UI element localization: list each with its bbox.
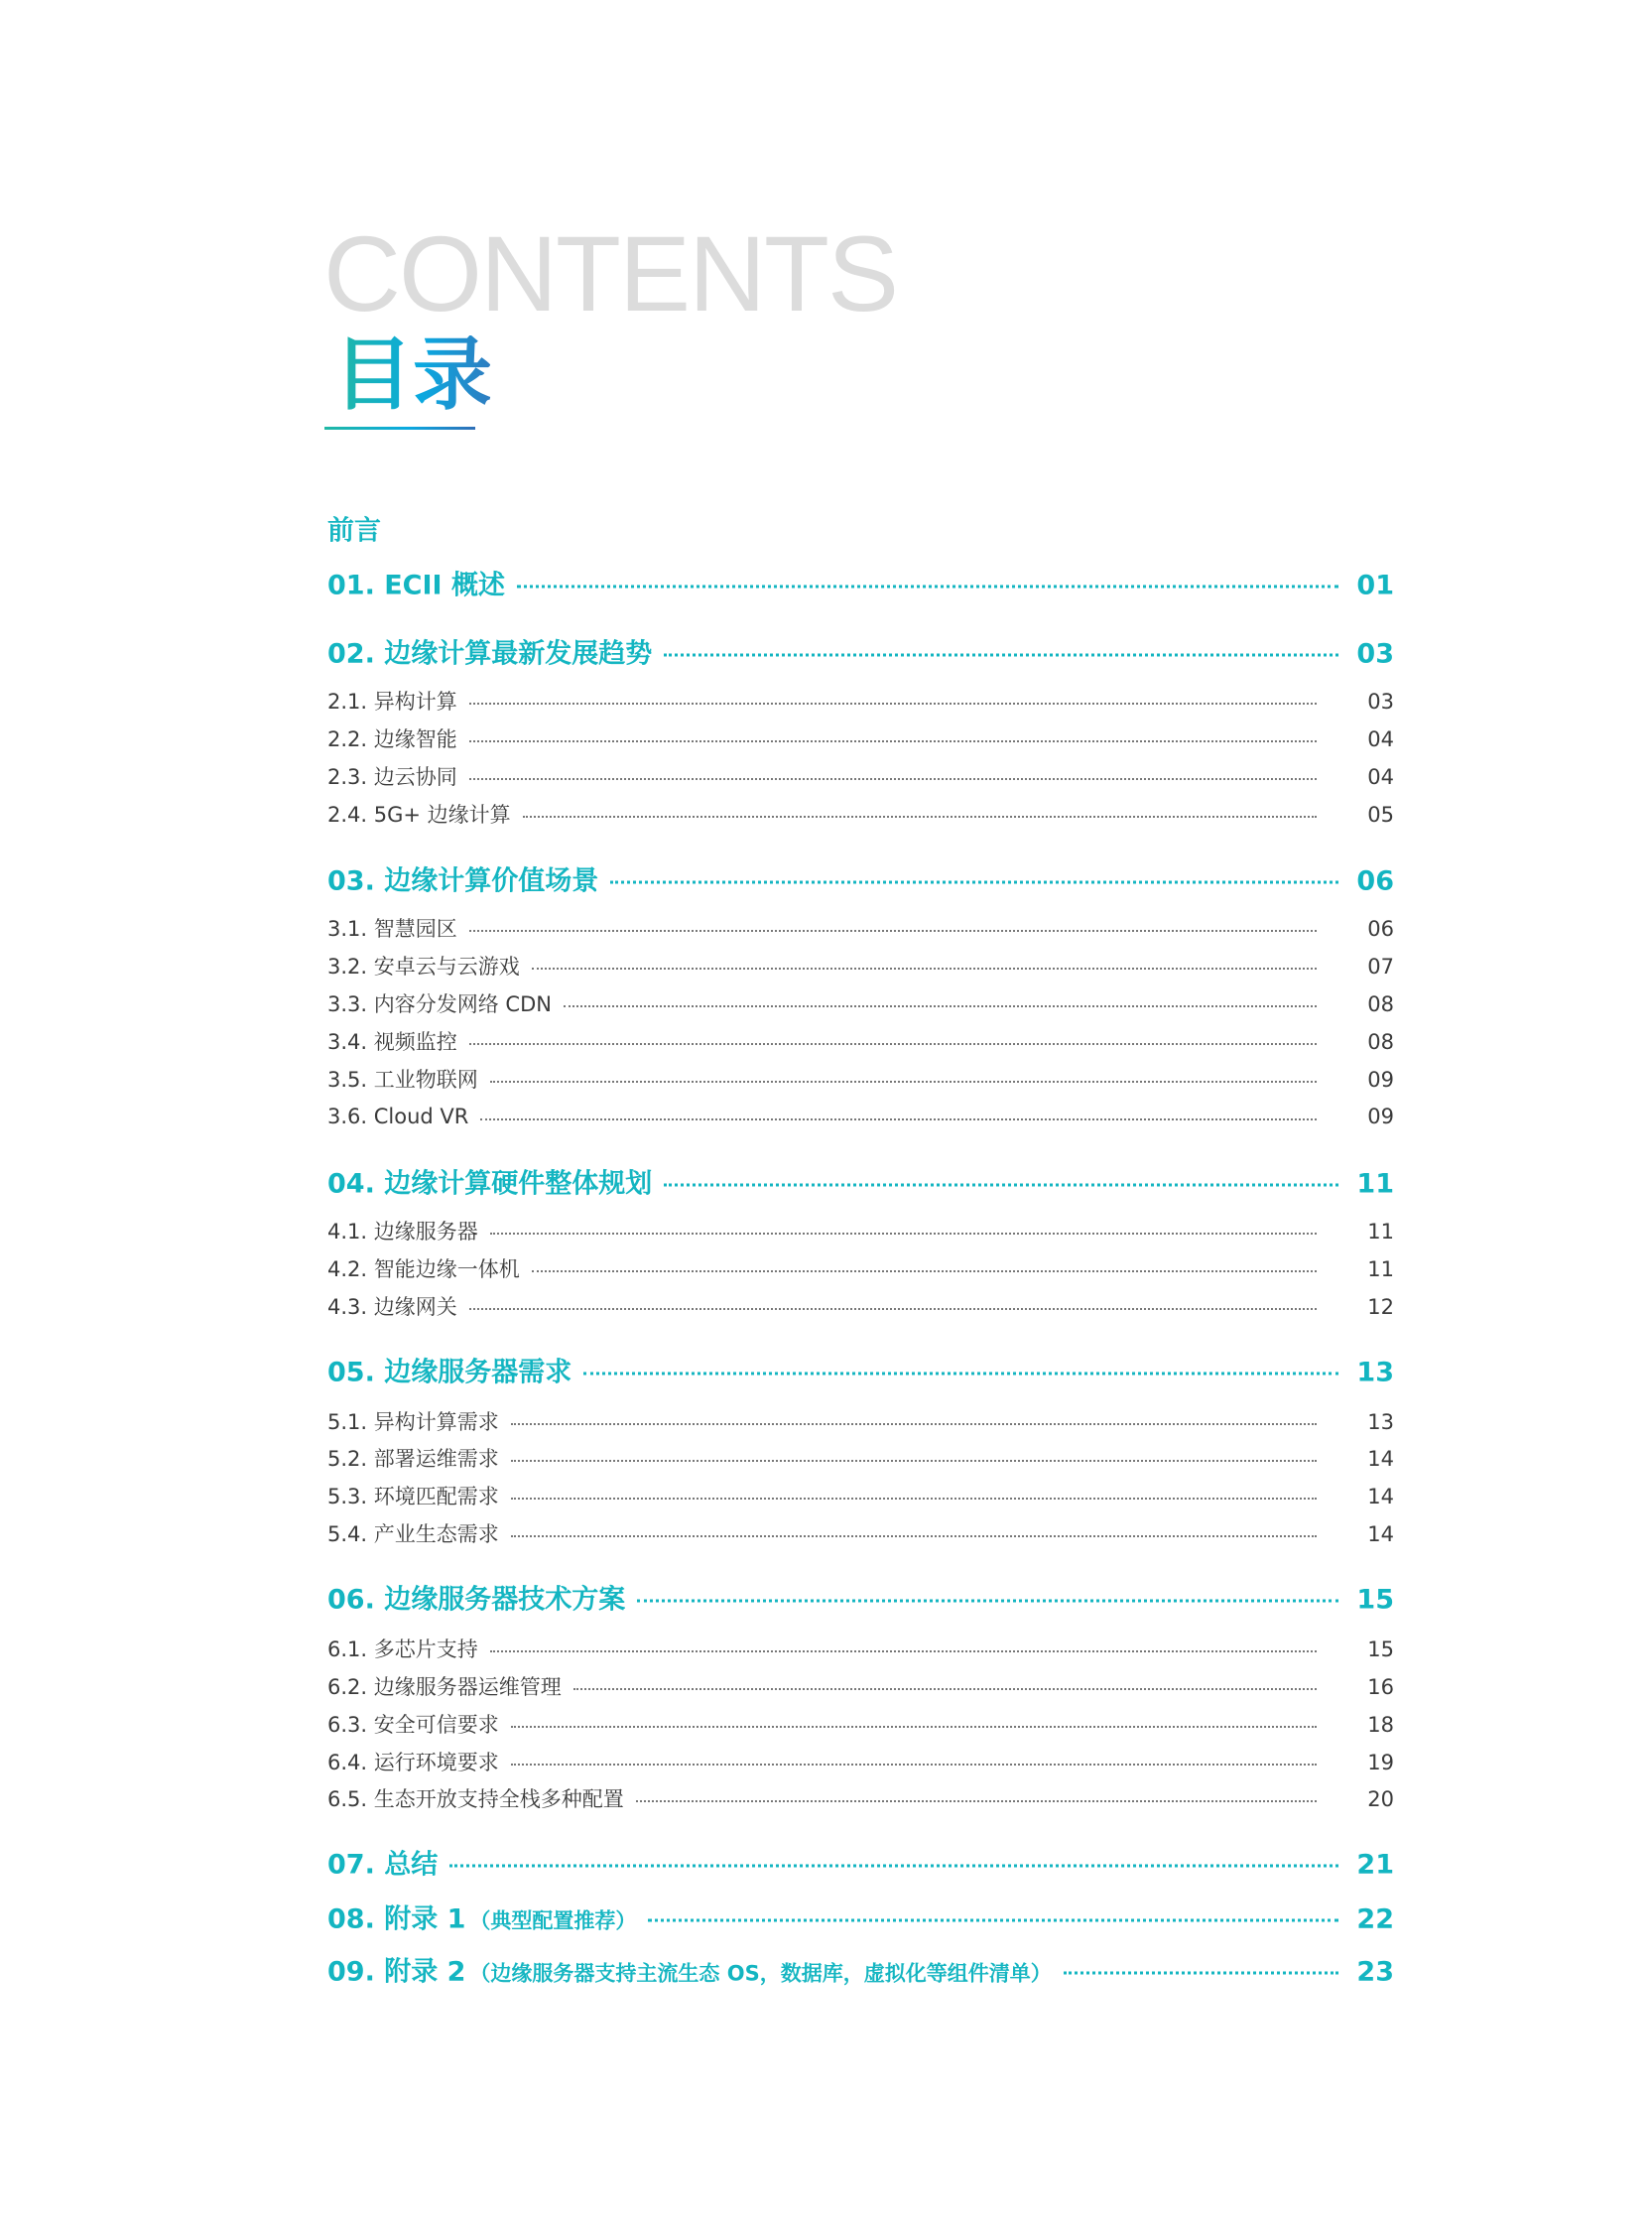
entry-label: 04. 边缘计算硬件整体规划 — [327, 1168, 653, 1200]
page-number: 07 — [1367, 955, 1394, 979]
dot-leader — [480, 1118, 1317, 1120]
entry-note: （典型配置推荐） — [469, 1908, 637, 1933]
page-number: 06 — [1356, 865, 1394, 897]
toc-section-entry[interactable] — [327, 632, 1394, 671]
page-number: 13 — [1367, 1410, 1394, 1434]
page-number: 09 — [1367, 1068, 1394, 1092]
toc-section-entry[interactable] — [327, 1162, 1394, 1201]
entry-label: 5.3. 环境匹配需求 — [327, 1485, 499, 1508]
dot-leader — [564, 1005, 1317, 1007]
page-number: 13 — [1356, 1357, 1394, 1388]
entry-label: 07. 总结 — [327, 1849, 439, 1881]
page-number: 22 — [1356, 1903, 1394, 1935]
page-number: 18 — [1367, 1713, 1394, 1737]
page-title: 目录 — [333, 328, 492, 421]
entry-label: 3.1. 智慧园区 — [327, 917, 457, 941]
dot-leader — [583, 1373, 1338, 1376]
dot-leader — [490, 1650, 1317, 1652]
entry-note: （边缘服务器支持主流生态 OS，数据库，虚拟化等组件清单） — [469, 1961, 1052, 1986]
entry-label: 08. 附录 1 — [327, 1903, 466, 1935]
entry-label: 4.2. 智能边缘一体机 — [327, 1257, 520, 1281]
entry-label: 2.2. 边缘智能 — [327, 727, 457, 751]
page-number: 08 — [1367, 992, 1394, 1016]
entry-label: 6.5. 生态开放支持全栈多种配置 — [327, 1787, 624, 1811]
toc-subsection-entry[interactable] — [327, 1105, 1394, 1128]
dot-leader — [573, 1688, 1317, 1690]
page-number: 06 — [1367, 917, 1394, 941]
entry-label: 前言 — [327, 515, 381, 547]
contents-background-word: CONTENTS — [323, 213, 897, 333]
page-number: 12 — [1367, 1295, 1394, 1319]
dot-leader — [511, 1423, 1317, 1425]
toc-subsection-entry[interactable] — [327, 951, 1394, 981]
toc-subsection-entry[interactable] — [327, 1709, 1394, 1739]
entry-label: 3.2. 安卓云与云游戏 — [327, 955, 520, 979]
page-number: 14 — [1367, 1447, 1394, 1471]
page-number: 04 — [1367, 765, 1394, 789]
dot-leader — [532, 1270, 1317, 1272]
toc-subsection-entry[interactable] — [327, 1634, 1394, 1663]
toc-subsection-entry[interactable] — [327, 1026, 1394, 1056]
page-number: 15 — [1367, 1638, 1394, 1661]
entry-label: 2.4. 5G+ 边缘计算 — [327, 803, 511, 827]
toc-section-entry[interactable] — [327, 564, 1394, 602]
entry-label: 4.3. 边缘网关 — [327, 1295, 457, 1319]
dot-leader — [469, 703, 1317, 705]
dot-leader — [469, 1308, 1317, 1310]
toc-subsection-entry[interactable] — [327, 1671, 1394, 1701]
toc-subsection-entry[interactable] — [327, 988, 1394, 1018]
dot-leader — [610, 881, 1338, 884]
toc-subsection-entry[interactable] — [327, 1783, 1394, 1813]
dot-leader — [490, 1081, 1317, 1083]
page-number: 15 — [1356, 1584, 1394, 1616]
dot-leader — [637, 1600, 1338, 1603]
entry-label: 6.1. 多芯片支持 — [327, 1638, 478, 1661]
dot-leader — [449, 1865, 1338, 1868]
dot-leader — [664, 654, 1338, 657]
entry-label: 09. 附录 2 — [327, 1956, 466, 1988]
entry-label: 02. 边缘计算最新发展趋势 — [327, 638, 653, 670]
dot-leader — [523, 816, 1317, 818]
dot-leader — [511, 1498, 1317, 1500]
toc-subsection-entry[interactable] — [327, 1291, 1394, 1321]
toc-subsection-entry[interactable] — [327, 1518, 1394, 1548]
entry-label: 5.4. 产业生态需求 — [327, 1522, 499, 1546]
entry-label: 3.6. Cloud VR — [327, 1105, 469, 1128]
dot-leader — [511, 1535, 1317, 1537]
dot-leader — [469, 930, 1317, 932]
title-underline — [324, 427, 475, 430]
page-number: 14 — [1367, 1522, 1394, 1546]
dot-leader — [636, 1800, 1317, 1802]
entry-label: 01. ECII 概述 — [327, 570, 505, 601]
toc-subsection-entry[interactable] — [327, 723, 1394, 753]
dot-leader — [648, 1919, 1338, 1922]
toc-section-entry[interactable] — [327, 1578, 1394, 1617]
entry-label: 3.5. 工业物联网 — [327, 1068, 478, 1092]
page-number: 11 — [1367, 1257, 1394, 1281]
toc-subsection-entry[interactable] — [327, 799, 1394, 829]
entry-label: 6.4. 运行环境要求 — [327, 1751, 499, 1774]
page-number: 03 — [1367, 690, 1394, 714]
entry-label: 6.2. 边缘服务器运维管理 — [327, 1675, 562, 1699]
page-number: 23 — [1356, 1956, 1394, 1988]
dot-leader — [1064, 1972, 1339, 1975]
page-number: 19 — [1367, 1751, 1394, 1774]
toc-section-entry[interactable] — [327, 859, 1394, 898]
page-number: 04 — [1367, 727, 1394, 751]
toc-subsection-entry[interactable] — [327, 1406, 1394, 1436]
toc-section-entry[interactable] — [327, 1950, 1394, 1989]
toc-subsection-entry[interactable] — [327, 1216, 1394, 1245]
dot-leader — [664, 1184, 1338, 1187]
dot-leader — [511, 1726, 1317, 1728]
toc-section-entry[interactable] — [327, 1898, 1394, 1936]
toc-section-entry[interactable] — [327, 1843, 1394, 1882]
toc-subsection-entry[interactable] — [327, 1443, 1394, 1473]
page-number: 09 — [1367, 1105, 1394, 1128]
toc-subsection-entry[interactable] — [327, 686, 1394, 716]
dot-leader — [517, 586, 1338, 589]
page-number: 20 — [1367, 1787, 1394, 1811]
dot-leader — [511, 1460, 1317, 1462]
toc-subsection-entry[interactable] — [327, 1064, 1394, 1094]
page-number: 14 — [1367, 1485, 1394, 1508]
page-number: 03 — [1356, 638, 1394, 670]
dot-leader — [511, 1764, 1317, 1766]
dot-leader — [469, 778, 1317, 780]
page-number: 11 — [1356, 1168, 1394, 1200]
page-number: 21 — [1356, 1849, 1394, 1881]
entry-label: 3.3. 内容分发网络 CDN — [327, 992, 552, 1016]
entry-label: 5.2. 部署运维需求 — [327, 1447, 499, 1471]
page-number: 01 — [1356, 570, 1394, 601]
toc-subsection-entry[interactable] — [327, 761, 1394, 791]
dot-leader — [469, 740, 1317, 742]
entry-label: 2.3. 边云协同 — [327, 765, 457, 789]
dot-leader — [532, 968, 1317, 970]
toc-subsection-entry[interactable] — [327, 1481, 1394, 1510]
entry-label: 03. 边缘计算价值场景 — [327, 865, 599, 897]
entry-label: 6.3. 安全可信要求 — [327, 1713, 499, 1737]
toc-subsection-entry[interactable] — [327, 913, 1394, 943]
entry-label: 06. 边缘服务器技术方案 — [327, 1584, 626, 1616]
page-number: 05 — [1367, 803, 1394, 827]
entry-label: 4.1. 边缘服务器 — [327, 1220, 478, 1244]
toc-subsection-entry[interactable] — [327, 1747, 1394, 1776]
dot-leader — [490, 1233, 1317, 1235]
entry-label: 5.1. 异构计算需求 — [327, 1410, 499, 1434]
entry-label: 3.4. 视频监控 — [327, 1030, 457, 1054]
toc-subsection-entry[interactable] — [327, 1253, 1394, 1283]
page-number: 11 — [1367, 1220, 1394, 1244]
page-number: 16 — [1367, 1675, 1394, 1699]
page-number: 08 — [1367, 1030, 1394, 1054]
entry-label: 2.1. 异构计算 — [327, 690, 457, 714]
toc-section-entry[interactable] — [327, 509, 1394, 548]
dot-leader — [469, 1043, 1317, 1045]
toc-section-entry[interactable] — [327, 1351, 1394, 1389]
entry-label: 05. 边缘服务器需求 — [327, 1357, 572, 1388]
